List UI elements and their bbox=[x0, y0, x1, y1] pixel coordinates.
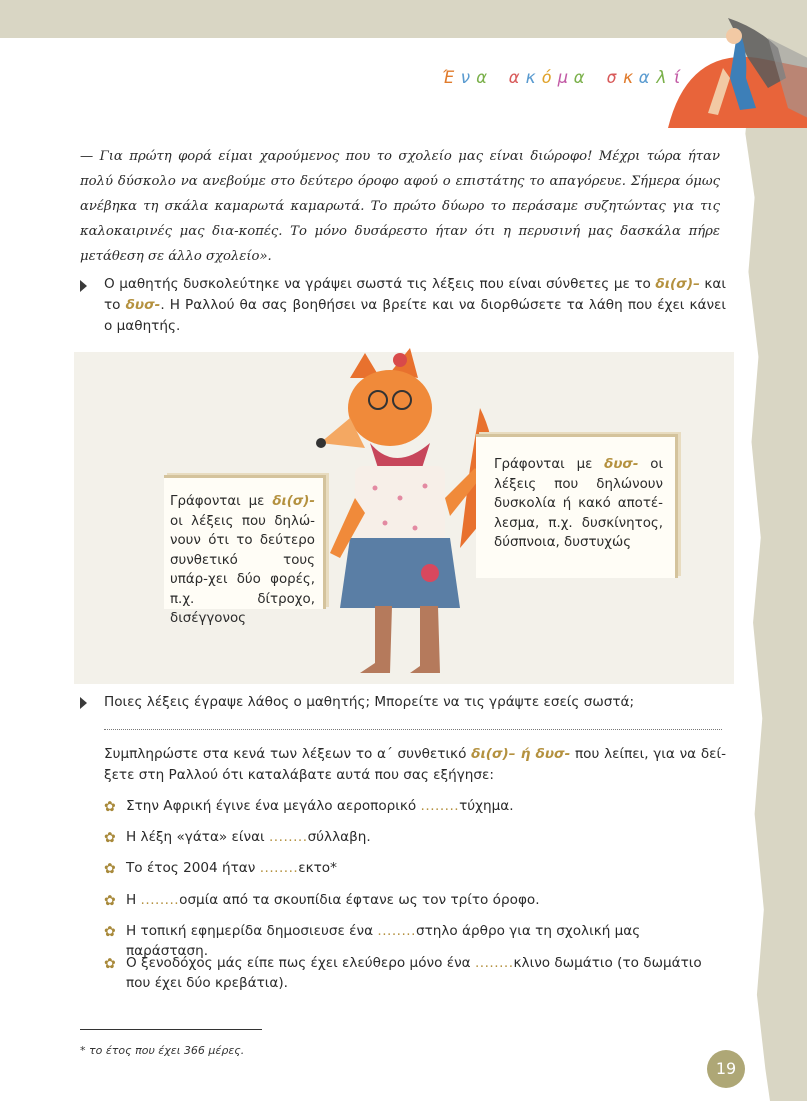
header-title-letter: ό bbox=[541, 68, 558, 88]
fill-blank[interactable]: ........ bbox=[420, 798, 460, 814]
flower-bullet-icon: ✿ bbox=[104, 893, 116, 909]
header-title-letter: λ bbox=[655, 68, 672, 88]
fill-blank[interactable]: ........ bbox=[140, 892, 180, 908]
header-title-letter: σ bbox=[606, 68, 623, 88]
note-dys-text-b: οι λέξεις που δηλώνουν δυσκολία ή κακό αποτέ-λεσμα, π.χ. δυσκίνητος, δύσπνοια, δυστυχώς bbox=[494, 457, 663, 550]
fill-blank[interactable]: ........ bbox=[268, 829, 308, 845]
task1-text-b: και το bbox=[104, 276, 726, 313]
task3-text-a: Συμπληρώστε στα κενά των λέξεων το α΄ συνθετικό bbox=[104, 746, 472, 762]
flower-bullet-icon: ✿ bbox=[104, 861, 116, 877]
flower-bullet-icon: ✿ bbox=[104, 799, 116, 815]
note-di-text-a: Γράφονται με bbox=[170, 494, 273, 509]
header-title-letter: κ bbox=[525, 68, 542, 88]
header-title-letter: α bbox=[574, 68, 591, 88]
page-header-title bbox=[444, 68, 688, 88]
note-di-text-b: οι λέξεις που δηλώ-νουν ότι το δεύτερο συνθετικό τους υπάρ-χει δύο φορές, π.χ. δίτροχο, δισέγγονος bbox=[170, 513, 315, 626]
girl-on-hill-illustration bbox=[668, 18, 807, 128]
task-instruction-2: Ποιες λέξεις έγραψε λάθος ο μαθητής; Μπορείτε να τις γράψτε εσείς σωστά; bbox=[104, 694, 635, 710]
task1-text-a: Ο μαθητής δυσκολεύτηκε να γράψει σωστά τις λέξεις που είναι σύνθετες με το bbox=[104, 276, 656, 292]
header-title-letter: ί bbox=[671, 68, 688, 88]
header-title-letter: μ bbox=[557, 68, 574, 88]
footnote-divider bbox=[80, 1029, 262, 1030]
header-title-letter: α bbox=[509, 68, 526, 88]
fill-blank[interactable]: ........ bbox=[377, 923, 416, 939]
prefix-dys-highlight: δυσ- bbox=[125, 297, 161, 313]
header-title-letter: α bbox=[476, 68, 493, 88]
task1-text-c: . Η Ραλλού θα σας βοηθήσει να βρείτε και να διορθώσετε τα λάθη που έχει κάνει ο μαθητής. bbox=[104, 297, 726, 334]
note-dys-text-a: Γράφονται με bbox=[494, 457, 605, 472]
fill-blank[interactable]: ........ bbox=[474, 955, 514, 971]
task-instruction-1 bbox=[104, 274, 726, 337]
note-card-di bbox=[164, 475, 326, 626]
header-title-letter: ν bbox=[460, 68, 477, 88]
footnote: * το έτος που έχει 366 μέρες. bbox=[80, 1044, 245, 1057]
bullet-marker bbox=[80, 697, 87, 709]
answer-line[interactable] bbox=[104, 729, 722, 730]
flower-bullet-icon: ✿ bbox=[104, 956, 116, 972]
note-di-prefix: δι(σ)- bbox=[272, 494, 315, 509]
page-number: 19 bbox=[707, 1050, 745, 1088]
header-title-letter: κ bbox=[622, 68, 639, 88]
note-dys-prefix: δυσ- bbox=[604, 457, 639, 472]
header-title-letter: α bbox=[639, 68, 656, 88]
flower-bullet-icon: ✿ bbox=[104, 830, 116, 846]
header-title-letter bbox=[493, 68, 509, 88]
task-instruction-3 bbox=[104, 744, 726, 786]
note-card-dys bbox=[476, 434, 678, 578]
intro-quote: — Για πρώτη φορά είμαι χαρούμενος που το σχολείο μας είναι διώροφο! Μέχρι τώρα ήταν πολύ δύσκολο να ανεβούμε στο δεύτερο όροφο αφού ο επιστάτης το απαγόρευε. Σήμερα όμως ανέβηκα τη σκάλα καμαρωτά καμαρωτά. Το πρώτο δύωρο το περάσαμε συζητώντας για τις καλοκαιρινές μας δια-κοπές. Το μόνο δυσάρεστο ήταν ότι η περυσινή μας δασκάλα πήρε μετάθεση σε άλλο σχολείο». bbox=[80, 149, 720, 264]
header-title-letter: Έ bbox=[444, 68, 461, 88]
bullet-marker bbox=[80, 280, 87, 292]
header-title-letter bbox=[590, 68, 606, 88]
flower-bullet-icon: ✿ bbox=[104, 924, 116, 940]
prefix-di-highlight: δι(σ)– bbox=[655, 276, 700, 292]
task3-text-b: που λείπει, για να δεί-ξετε στη Ραλλού ότι καταλάβατε αυτά που σας εξήγησε: bbox=[104, 746, 727, 783]
prefix-options-highlight: δι(σ)– ή δυσ- bbox=[471, 746, 571, 762]
fill-blank[interactable]: ........ bbox=[259, 860, 299, 876]
